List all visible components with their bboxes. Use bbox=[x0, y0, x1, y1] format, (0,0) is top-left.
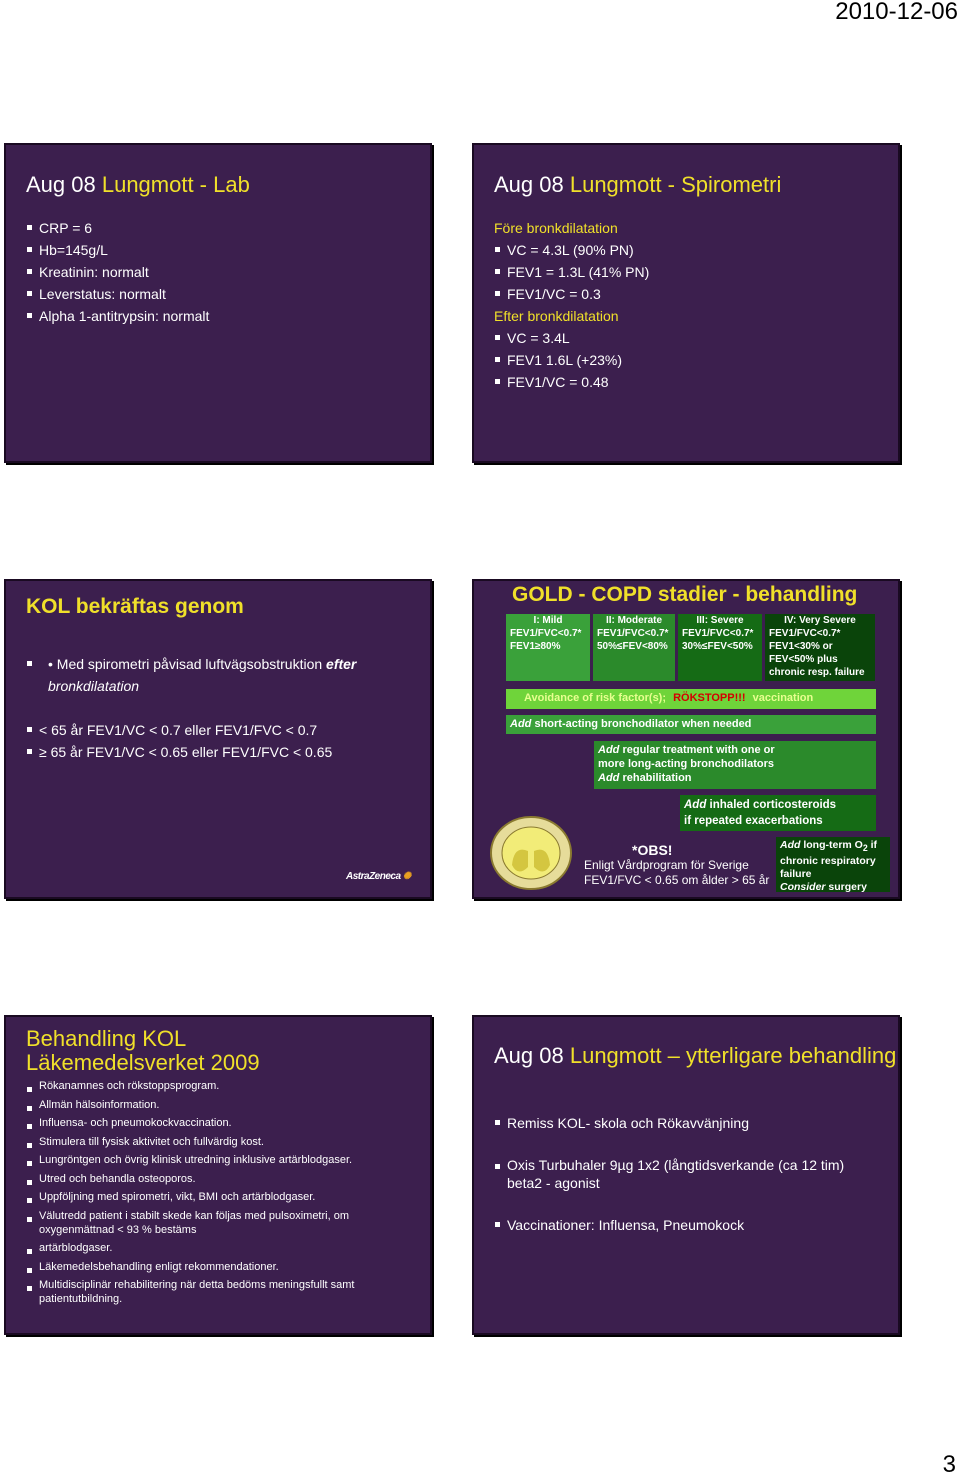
stage-line: FEV1/FVC<0.7* bbox=[682, 628, 754, 639]
add-label: Add bbox=[684, 799, 707, 811]
main-criterion bbox=[26, 653, 422, 697]
list-item: Allmän hälsoinformation. bbox=[26, 1098, 396, 1112]
list-item: Remiss KOL- skola och Rökavvänjning bbox=[494, 1112, 874, 1134]
list-item: Välutredd patient i stabilt skede kan följas med pulsoximetri, om oxygenmättnad < 93 % bestäms bbox=[26, 1209, 396, 1237]
logo-swirl-icon: ✺ bbox=[400, 871, 411, 882]
stage-head: II: Moderate bbox=[605, 615, 663, 626]
list-item: Oxis Turbuhaler 9µg 1x2 (långtidsverkande (ca 12 tim) beta2 - agonist bbox=[494, 1156, 874, 1192]
regular-text-2: more long-acting bronchodilators bbox=[598, 758, 775, 770]
criterion-emphasis: efter bbox=[326, 656, 357, 672]
add-label: Add bbox=[780, 839, 801, 851]
slide-behandling-kol bbox=[4, 1015, 432, 1335]
oxygen-subscript: 2 bbox=[862, 843, 868, 854]
list-item: Vaccinationer: Influensa, Pneumokock bbox=[494, 1214, 874, 1236]
stage-line: FEV1/FVC<0.7* bbox=[510, 628, 582, 639]
add-label: Add bbox=[598, 772, 620, 784]
list-item: FEV1/VC = 0.48 bbox=[494, 371, 884, 393]
slide-gold-copd bbox=[472, 579, 900, 899]
list-item: Stimulera till fysisk aktivitet och fullvärdig kost. bbox=[26, 1135, 396, 1149]
short-acting-text: short-acting bronchodilator when needed bbox=[531, 718, 752, 730]
list-item: Uppföljning med spirometri, vikt, BMI och artärblodgaser. bbox=[26, 1190, 396, 1204]
title-highlight: Lungmott - Spirometri bbox=[569, 172, 782, 197]
astrazeneca-logo bbox=[346, 871, 411, 882]
obs-line-2: FEV1/FVC < 0.65 om ålder > 65 år bbox=[584, 873, 770, 887]
list-item: FEV1/VC = 0.3 bbox=[494, 283, 884, 305]
stage-head: I: Mild bbox=[533, 615, 563, 626]
consider-label: Consider bbox=[780, 881, 826, 894]
vaccination-text: vaccination bbox=[752, 692, 814, 704]
slide-title bbox=[26, 1027, 260, 1075]
ics-text-1: inhaled corticosteroids bbox=[706, 799, 837, 811]
list-item: Leverstatus: normalt bbox=[26, 283, 209, 305]
list-item: artärblodgaser. bbox=[26, 1241, 396, 1255]
slide-kol-confirm bbox=[4, 579, 432, 899]
oxygen-text: long-term O bbox=[800, 839, 863, 851]
add-label: Add bbox=[598, 744, 620, 756]
stage-line: FEV1/FVC<0.7* bbox=[769, 628, 841, 639]
stage-line: 50%≤FEV<80% bbox=[597, 641, 668, 652]
regular-text-1: regular treatment with one or bbox=[619, 744, 775, 756]
ics-text-2: if repeated exacerbations bbox=[684, 815, 823, 827]
title-line-2: Läkemedelsverket 2009 bbox=[26, 1050, 260, 1075]
slide-title: GOLD - COPD stadier - behandling bbox=[512, 583, 858, 606]
criterion-line2: bronkdilatation bbox=[48, 678, 140, 694]
criterion-text: • Med spirometri påvisad luftvägsobstruktion bbox=[48, 656, 327, 672]
title-highlight: Lungmott – ytterligare behandling bbox=[569, 1043, 897, 1068]
list-item: CRP = 6 bbox=[26, 217, 209, 239]
after-list bbox=[494, 327, 884, 393]
rokstopp-text: RÖKSTOPP!!! bbox=[673, 692, 746, 704]
stage-head: III: Severe bbox=[696, 615, 744, 626]
ytterligare-list bbox=[494, 1112, 874, 1236]
regular-treatment-bar bbox=[594, 741, 876, 789]
after-label: Efter bronkdilatation bbox=[494, 308, 619, 324]
gold-lungs-icon bbox=[488, 815, 574, 891]
title-line-1: Behandling KOL bbox=[26, 1026, 187, 1051]
oxygen-text-2: chronic respiratory bbox=[780, 855, 876, 868]
rehab-text: rehabilitation bbox=[619, 772, 692, 784]
slide-title bbox=[26, 172, 250, 198]
avoidance-bar bbox=[506, 689, 876, 709]
list-item: VC = 3.4L bbox=[494, 327, 884, 349]
list-item: Multidisciplinär rehabilitering när detta bedöms meningsfullt samt patientutbildning. bbox=[26, 1278, 396, 1306]
short-acting-bar bbox=[506, 715, 876, 734]
bullet-marker bbox=[27, 661, 32, 666]
before-list bbox=[494, 239, 884, 305]
stage-head: IV: Very Severe bbox=[784, 615, 856, 626]
list-item: FEV1 = 1.3L (41% PN) bbox=[494, 261, 884, 283]
title-prefix: Aug 08 bbox=[494, 172, 570, 197]
page-number: 3 bbox=[942, 1451, 956, 1478]
stage-line: 30%≤FEV<50% bbox=[682, 641, 753, 652]
list-item: VC = 4.3L (90% PN) bbox=[494, 239, 884, 261]
list-item: Influensa- och pneumokockvaccination. bbox=[26, 1116, 396, 1130]
stage-moderate bbox=[593, 614, 675, 681]
stage-line: FEV1≥80% bbox=[510, 641, 561, 652]
stage-line: chronic resp. failure bbox=[769, 667, 865, 678]
slide-lab bbox=[4, 143, 432, 463]
add-label: Add bbox=[510, 718, 532, 730]
slide-ytterligare-behandling bbox=[472, 1015, 900, 1335]
list-item: < 65 år FEV1/VC < 0.7 eller FEV1/FVC < 0.7 bbox=[26, 719, 332, 741]
list-item: Utred och behandla osteoporos. bbox=[26, 1172, 396, 1186]
oxygen-if: if bbox=[867, 839, 878, 851]
gold-logo bbox=[488, 815, 574, 891]
list-item: Rökanamnes och rökstoppsprogram. bbox=[26, 1079, 396, 1093]
slide-spirometri bbox=[472, 143, 900, 463]
list-item: Läkemedelsbehandling enligt rekommendationer. bbox=[26, 1260, 396, 1274]
ics-bar bbox=[680, 795, 876, 831]
stage-line: FEV1/FVC<0.7* bbox=[597, 628, 669, 639]
slide-title: KOL bekräftas genom bbox=[26, 595, 244, 618]
stage-line: FEV<50% plus bbox=[769, 654, 838, 665]
list-item: ≥ 65 år FEV1/VC < 0.65 eller FEV1/FVC < 0.65 bbox=[26, 741, 332, 763]
title-highlight: Lungmott - Lab bbox=[101, 172, 250, 197]
page-date: 2010-12-06 bbox=[835, 0, 958, 25]
list-item: Hb=145g/L bbox=[26, 239, 209, 261]
stage-very-severe bbox=[765, 614, 875, 681]
before-label: Före bronkdilatation bbox=[494, 220, 618, 236]
spirometri-content bbox=[494, 217, 884, 393]
criteria-list bbox=[26, 719, 332, 763]
slide-title bbox=[494, 172, 781, 198]
obs-title: *OBS! bbox=[632, 842, 673, 858]
title-prefix: Aug 08 bbox=[26, 172, 102, 197]
avoidance-text: Avoidance of risk factor(s); bbox=[524, 692, 667, 704]
slide-title bbox=[494, 1043, 896, 1069]
oxygen-surgery-bar bbox=[776, 837, 890, 892]
list-item: Alpha 1-antitrypsin: normalt bbox=[26, 305, 209, 327]
oxygen-text-3: failure bbox=[780, 868, 812, 881]
stage-severe bbox=[678, 614, 762, 681]
obs-line-1: Enligt Vårdprogram för Sverige bbox=[584, 858, 749, 872]
obs-note bbox=[584, 843, 769, 888]
logo-text: AstraZeneca bbox=[346, 871, 401, 882]
stage-line: FEV1<30% or bbox=[769, 641, 833, 652]
stage-mild bbox=[506, 614, 590, 681]
list-item: Lungröntgen och övrig klinisk utredning inklusive artärblodgaser. bbox=[26, 1153, 396, 1167]
surgery-text: surgery bbox=[825, 881, 867, 894]
list-item: FEV1 1.6L (+23%) bbox=[494, 349, 884, 371]
behandling-list bbox=[26, 1079, 396, 1311]
list-item: Kreatinin: normalt bbox=[26, 261, 209, 283]
lab-bullet-list bbox=[26, 217, 209, 327]
title-prefix: Aug 08 bbox=[494, 1043, 570, 1068]
